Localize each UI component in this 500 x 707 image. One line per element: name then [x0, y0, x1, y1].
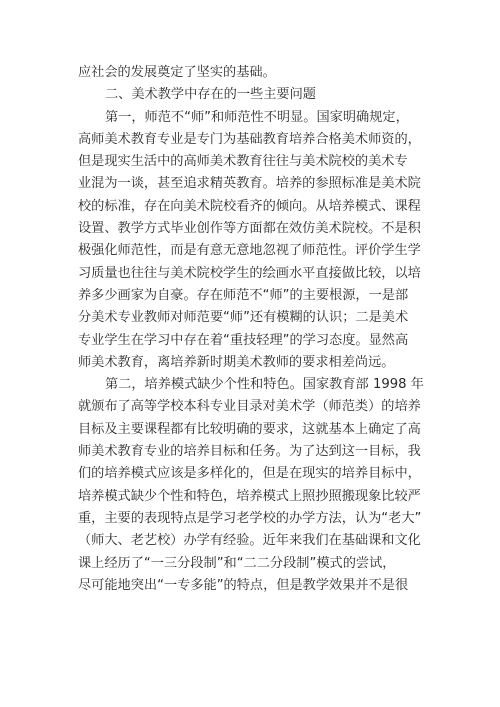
text-line: 就颁布了高等学校本科专业目录对美术学（师范类）的培养 — [78, 399, 421, 415]
text-line: 培养模式缺少个性和特色，培养模式上照抄照搬现象比较严 — [78, 488, 421, 504]
text-line: 分美术专业教师对师范要“师”还有模糊的认识；二是美术 — [78, 310, 409, 326]
text-line: （师大、老艺校）办学有经验。近年来我们在基础课和文化 — [78, 533, 421, 549]
text-line: 们的培养模式应该是多样化的，但是在现实的培养目标中， — [78, 466, 421, 482]
text-line: 习质量也往往与美术院校学生的绘画水平直接做比较，以培 — [78, 265, 421, 281]
text-line: 业混为一谈，甚至追求精英教育。培养的参照标准是美术院 — [78, 176, 421, 192]
paragraph-first-line: 第二，培养模式缺少个性和特色。国家教育部 1998 年 — [105, 377, 424, 393]
paragraph-first-line: 第一，师范不“师”和师范性不明显。国家明确规定， — [105, 109, 409, 125]
section-heading: 二、美术教学中存在的一些主要问题 — [105, 87, 316, 103]
text-line: 极强化师范性，而是有意无意地忽视了师范性。评价学生学 — [78, 243, 421, 259]
text-line: 校的标准，存在向美术院校看齐的倾向。从培养模式、课程 — [78, 198, 421, 214]
text-line: 养多少画家为自豪。存在师范不“师”的主要根源，一是部 — [78, 287, 409, 303]
text-line: 专业学生在学习中存在着“重技轻理”的学习态度。显然高 — [78, 332, 409, 348]
text-line: 尽可能地突出“一专多能”的特点，但是教学效果并不是很 — [78, 577, 409, 593]
text-line: 师美术教育，离培养新时期美术教师的要求相差尚远。 — [78, 354, 395, 370]
text-line: 师美术教育专业的培养目标和任务。为了达到这一目标，我 — [78, 444, 421, 460]
text-line: 课上经历了“一三分段制”和“二二分段制”模式的尝试， — [78, 555, 396, 571]
text-line: 目标及主要课程都有比较明确的要求，这就基本上确定了高 — [78, 421, 421, 437]
text-line: 应社会的发展奠定了坚实的基础。 — [78, 65, 276, 80]
body-text — [78, 62, 424, 597]
text-line: 重，主要的表现特点是学习老学校的办学方法，认为“老大” — [78, 510, 422, 526]
text-line: 但是现实生活中的高师美术教育往往与美术院校的美术专 — [78, 154, 408, 170]
text-line: 设置、教学方式毕业创作等方面都在效仿美术院校。不是积 — [78, 221, 421, 237]
text-line: 高师美术教育专业是专门为基础教育培养合格美术师资的， — [78, 131, 421, 147]
